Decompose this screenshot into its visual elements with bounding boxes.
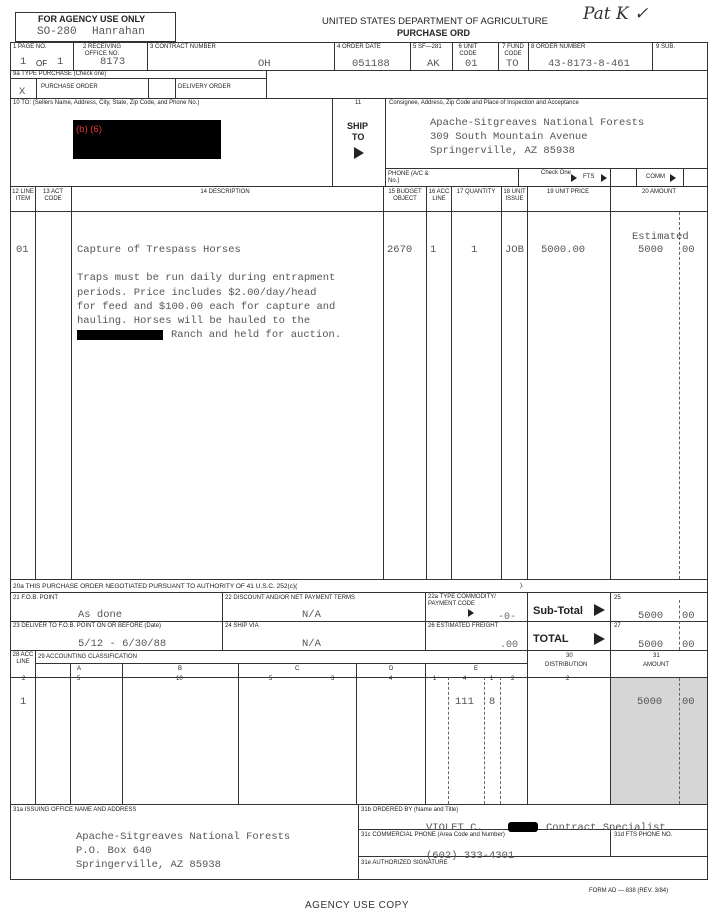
order-date-value: 051188 — [352, 58, 390, 70]
acc-col-b: B — [178, 666, 183, 672]
col-description: 14 DESCRIPTION — [200, 189, 250, 195]
form-title: PURCHASE ORD — [397, 28, 471, 38]
col-unit-price: 19 UNIT PRICE — [546, 189, 590, 195]
subtotal-value: 5000 — [638, 610, 664, 622]
commodity-arrow-icon — [468, 609, 474, 617]
acc-col-d: D — [389, 666, 394, 672]
box-27-label: 27 — [614, 623, 621, 629]
acc-line-col-label: 28 ACC LINE — [12, 652, 34, 665]
distribution-label: DISTRIBUTION — [545, 662, 588, 668]
commercial-phone-value: (602) 333-4301 — [426, 850, 515, 862]
digits-5b: 5 — [269, 676, 273, 682]
total-arrow-icon — [594, 633, 605, 645]
phone-label: PHONE (A/C & No.) — [388, 171, 429, 184]
digits-10: 10 — [176, 676, 183, 682]
ordered-by-value: VIOLET C. — [426, 822, 483, 834]
delivery-order-label: DELIVERY ORDER — [178, 84, 231, 90]
consignee-line2: 309 South Mountain Avenue — [430, 131, 588, 143]
fob-value: As done — [78, 609, 123, 621]
ship-to-label: TO — [352, 132, 365, 142]
fts-label: FTS — [583, 174, 595, 180]
box-25-label: 25 — [614, 595, 621, 601]
acc-col-e: E — [474, 666, 479, 672]
order-date-label: 4 ORDER DATE — [337, 44, 381, 50]
col-acc-line: 16 ACC LINE — [428, 189, 450, 202]
unit-issue-value: JOB — [505, 244, 524, 256]
issuing-line-1: Apache-Sitgreaves National Forests — [76, 831, 291, 843]
to-label: 10 TO: (Sellers Name, Address, City, State, Zip Code, and Phone No.) — [13, 100, 200, 106]
redaction-note: (b) (6) — [76, 124, 102, 135]
shipvia-label: 24 SHIP VIA — [225, 623, 259, 629]
amount-cents: 00 — [682, 244, 695, 256]
authorized-signature-label: 31e AUTHORIZED SIGNATURE — [361, 860, 448, 866]
consignee-line3: Springerville, AZ 85938 — [430, 145, 575, 157]
issuing-line-2: P.O. Box 640 — [76, 845, 152, 857]
copy-label: AGENCY USE COPY — [305, 900, 410, 911]
fund-code-value: TO — [506, 58, 519, 70]
deliver-label: 23 DELIVER TO F.O.B. POINT ON OR BEFORE (Date) — [13, 623, 162, 629]
acc-row-e1: 111 — [455, 696, 474, 708]
fts-phone-label: 31d FTS PHONE NO. — [614, 832, 673, 838]
acc-row-cents: 00 — [682, 696, 695, 708]
page-number: 1 — [20, 56, 27, 68]
total-cents: 00 — [682, 639, 695, 651]
total-value: 5000 — [638, 639, 664, 651]
order-number-value: 43-8173-8-461 — [548, 58, 630, 70]
unit-code-value: 01 — [465, 58, 478, 70]
department-title: UNITED STATES DEPARTMENT OF AGRICULTURE — [322, 16, 548, 27]
consignee-line1: Apache-Sitgreaves National Forests — [430, 117, 645, 129]
freight-value: .00 — [500, 640, 519, 651]
col-unit-issue: 18 UNIT ISSUE — [503, 189, 526, 202]
acc-col-a: A — [77, 666, 82, 672]
ranch-redaction — [77, 330, 163, 340]
commercial-phone-label: 31c COMMERCIAL PHONE (Area Code and Number) — [361, 832, 505, 838]
acc-row-line: 1 — [20, 696, 27, 708]
page-of: OF — [36, 59, 48, 68]
check-one-label: Check One — [541, 170, 572, 176]
check-arrow-icon — [571, 174, 577, 182]
line-item-desc-2: periods. Price includes $2.00/day/head — [77, 287, 317, 299]
digits-5: 5 — [77, 676, 81, 682]
col-act-code: 13 ACT CODE — [42, 189, 63, 202]
estimated-note: Estimated — [632, 231, 689, 243]
name-redaction — [508, 822, 538, 832]
fob-label: 21 F.O.B. POINT — [13, 595, 59, 601]
comm-arrow-icon — [670, 174, 676, 182]
item-11-label: 11 — [355, 100, 362, 106]
delivery-order-checkbox[interactable] — [148, 78, 176, 98]
issuing-line-3: Springerville, AZ 85938 — [76, 859, 221, 871]
digits-2c: 2 — [566, 676, 570, 682]
commodity-label: 22a TYPE COMMODITY/ PAYMENT CODE — [428, 594, 496, 607]
fund-code-label: 7 FUND CODE — [502, 44, 524, 57]
fts-arrow-icon — [601, 174, 607, 182]
sf281-value: AK — [427, 58, 440, 70]
sf281-label: 5 SF—281 — [413, 44, 442, 50]
authority-suffix: ). — [520, 583, 524, 589]
budget-object-value: 2670 — [387, 244, 413, 256]
shipvia-value: N/A — [302, 638, 321, 650]
type-mark: X — [19, 86, 26, 98]
handwritten-initials: Pat K ✓ — [583, 4, 649, 24]
ordered-by-title: Contract Specialist — [546, 822, 666, 834]
digits-1b: 1 — [490, 676, 494, 682]
amount-number: 31 — [653, 653, 660, 659]
digits-2b: 2 — [511, 676, 515, 682]
page-no-label: 1 PAGE NO. — [13, 44, 47, 50]
digits-4b: 4 — [463, 676, 467, 682]
page-total: 1 — [57, 56, 64, 68]
digits-3: 3 — [331, 676, 335, 682]
total-label: TOTAL — [533, 633, 569, 645]
distribution-number: 30 — [566, 653, 573, 659]
agency-number: SO-280 — [37, 26, 77, 38]
line-item-title: Capture of Trespass Horses — [77, 244, 241, 256]
digits-1: 1 — [433, 676, 437, 682]
col-quantity: 17 QUANTITY — [456, 189, 496, 195]
discount-label: 22 DISCOUNT AND/OR NET PAYMENT TERMS — [225, 595, 356, 601]
line-item-desc-4: hauling. Horses will be hauled to the — [77, 315, 311, 327]
unit-price-value: 5000.00 — [541, 244, 586, 256]
sub-label: 9 SUB. — [656, 44, 676, 50]
acc-line-value: 1 — [430, 244, 437, 256]
acc-col-c: C — [295, 666, 300, 672]
quantity-value: 1 — [471, 244, 478, 256]
col-budget-object: 15 BUDGET OBJECT — [388, 189, 422, 202]
line-item-desc-1: Traps must be run daily during entrapment — [77, 272, 336, 284]
line-item-number: 01 — [16, 244, 29, 256]
line-item-desc-5: Ranch and held for auction. — [171, 329, 342, 341]
amount-label: AMOUNT — [643, 662, 669, 668]
digits-4: 4 — [389, 676, 393, 682]
col-line-item: 12 LINE ITEM — [12, 189, 34, 202]
deliver-value: 5/12 - 6/30/88 — [78, 638, 167, 650]
ship-label: SHIP — [347, 121, 369, 131]
purchase-order-label: PURCHASE ORDER — [41, 84, 98, 90]
line-item-desc-3: for feed and $100.00 each for capture and — [77, 301, 336, 313]
subtotal-label: Sub-Total — [533, 605, 583, 617]
freight-label: 26 ESTIMATED FREIGHT — [428, 623, 499, 629]
authority-label: 20a THIS PURCHASE ORDER NEGOTIATED PURSUANT TO AUTHORITY OF 41 U.S.C. 252(c)( — [13, 583, 298, 590]
acc-row-e2: 8 — [489, 696, 496, 708]
digits-2a: 2 — [22, 676, 26, 682]
comm-label: COMM — [646, 174, 665, 180]
form-number: FORM AD — 838 (REV. 3/84) — [589, 888, 669, 894]
consignee-label: Consignee, Address, Zip Code and Place of Inspection and Acceptance — [389, 100, 579, 106]
unit-code-label: 6 UNIT CODE — [458, 44, 478, 57]
discount-value: N/A — [302, 609, 321, 621]
commodity-value: -0- — [498, 612, 517, 623]
contract-number-label: 3 CONTRACT NUMBER — [150, 44, 216, 50]
type-purchase-label: 9a TYPE PURCHASE (Check one) — [13, 71, 107, 77]
agency-name: Hanrahan — [92, 26, 145, 38]
order-number-label: 8 ORDER NUMBER — [531, 44, 586, 50]
ship-arrow-icon — [354, 147, 364, 159]
acc-row-amount: 5000 — [637, 696, 663, 708]
subtotal-arrow-icon — [594, 604, 605, 616]
col-amount: 20 AMOUNT — [641, 189, 676, 195]
issuing-office-label: 31a ISSUING OFFICE NAME AND ADDRESS — [13, 807, 137, 813]
contract-oh: OH — [258, 58, 271, 70]
subtotal-cents: 00 — [682, 610, 695, 622]
amount-value: 5000 — [638, 244, 664, 256]
ordered-by-label: 31b ORDERED BY (Name and Title) — [361, 807, 459, 813]
receiving-office-value: 8173 — [100, 56, 126, 68]
classification-label: 29 ACCOUNTING CLASSIFICATION — [38, 654, 137, 660]
receiving-office-label: 2 RECEIVING OFFICE NO. — [82, 44, 121, 57]
agency-use-label: FOR AGENCY USE ONLY — [38, 14, 146, 24]
